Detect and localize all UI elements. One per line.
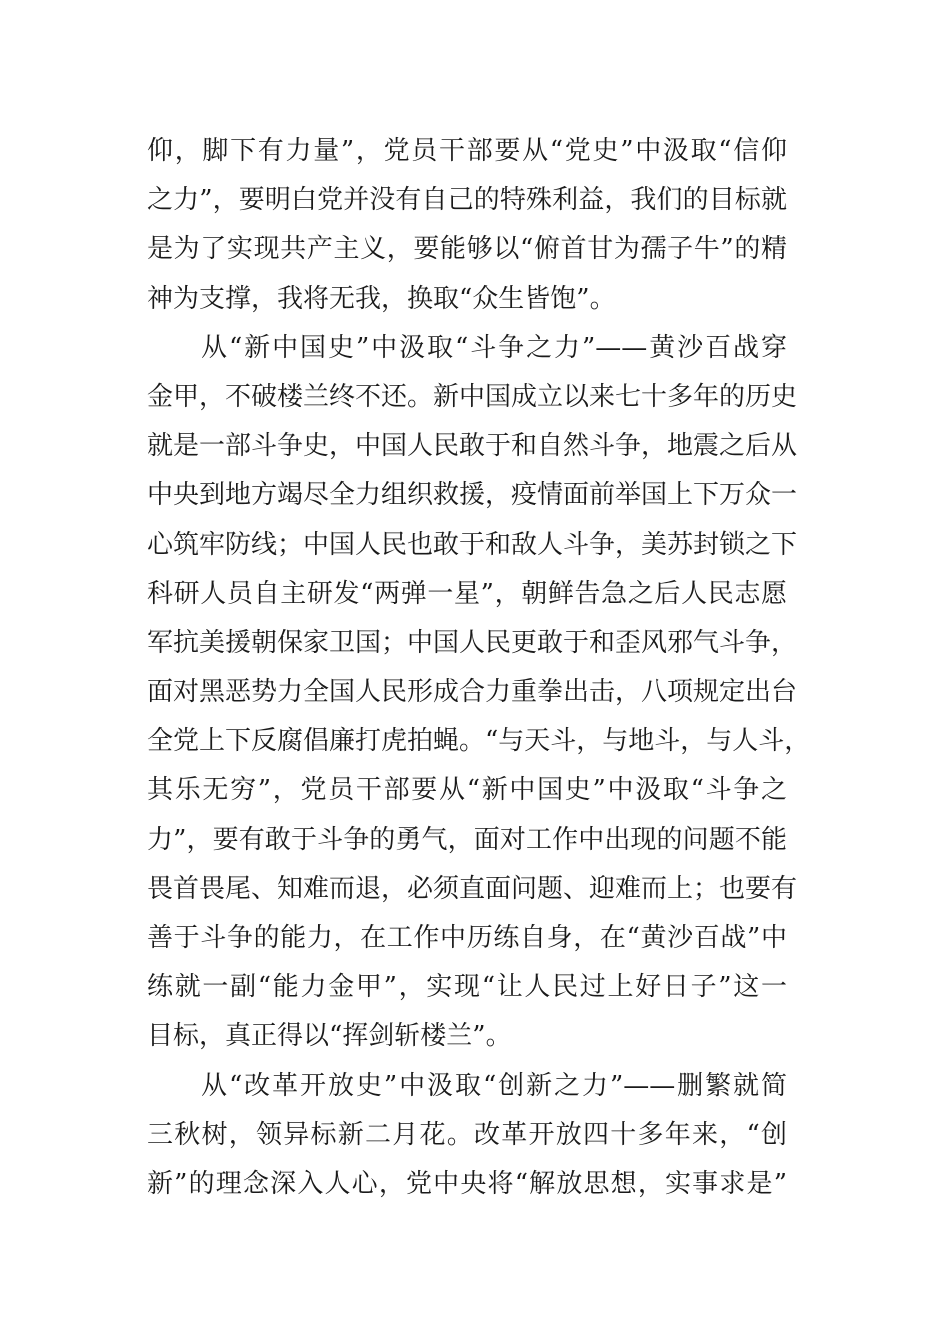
text-line: 其乐无穷”，党员干部要从“新中国史”中汲取“斗争之 xyxy=(147,775,787,806)
text-line: 仰，脚下有力量”，党员干部要从“党史”中汲取“信仰 xyxy=(147,136,787,166)
text-line: 善于斗争的能力，在工作中历练自身，在“黄沙百战”中 xyxy=(147,923,787,953)
text-line: 三秋树，领异标新二月花。改革开放四十多年来，“创 xyxy=(147,1119,787,1150)
text-line: 神为支撑，我将无我，换取“众生皆饱”。 xyxy=(147,283,616,314)
text-line: 金甲，不破楼兰终不还。新中国成立以来七十多年的历史 xyxy=(147,381,798,412)
text-line: 面对黑恶势力全国人民形成合力重拳出击，八项规定出台 xyxy=(147,677,798,708)
text-line: 就是一部斗争史，中国人民敢于和自然斗争，地震之后从 xyxy=(147,431,798,462)
text-line: 力”，要有敢于斗争的勇气，面对工作中出现的问题不能 xyxy=(147,824,787,855)
text-line: 练就一副“能力金甲”，实现“让人民过上好日子”这一 xyxy=(147,972,787,1003)
text-line: 是为了实现共产主义，要能够以“俯首甘为孺子牛”的精 xyxy=(147,234,787,265)
text-line: 目标，真正得以“挥剑斩楼兰”。 xyxy=(147,1021,512,1052)
text-line: 全党上下反腐倡廉打虎拍蝇。“与天斗，与地斗，与人斗， xyxy=(147,726,811,757)
text-line: 新”的理念深入人心，党中央将“解放思想，实事求是” xyxy=(147,1168,787,1199)
text-line: 之力”，要明白党并没有自己的特殊利益，我们的目标就 xyxy=(147,185,787,216)
paragraph-start-line: 从“改革开放史”中汲取“创新之力”——删繁就简 xyxy=(201,1070,787,1101)
text-line: 军抗美援朝保家卫国；中国人民更敢于和歪风邪气斗争， xyxy=(147,627,798,658)
paragraph-start-line: 从“新中国史”中汲取“斗争之力”——黄沙百战穿 xyxy=(201,332,787,363)
body-text xyxy=(147,127,811,1209)
text-line: 中央到地方竭尽全力组织救援，疫情面前举国上下万众一 xyxy=(147,480,798,511)
text-line: 畏首畏尾、知难而退，必须直面问题、迎难而上；也要有 xyxy=(147,873,798,904)
text-line: 心筑牢防线；中国人民也敢于和敌人斗争，美苏封锁之下 xyxy=(147,529,798,560)
text-line: 科研人员自主研发“两弹一星”，朝鲜告急之后人民志愿 xyxy=(147,578,787,609)
